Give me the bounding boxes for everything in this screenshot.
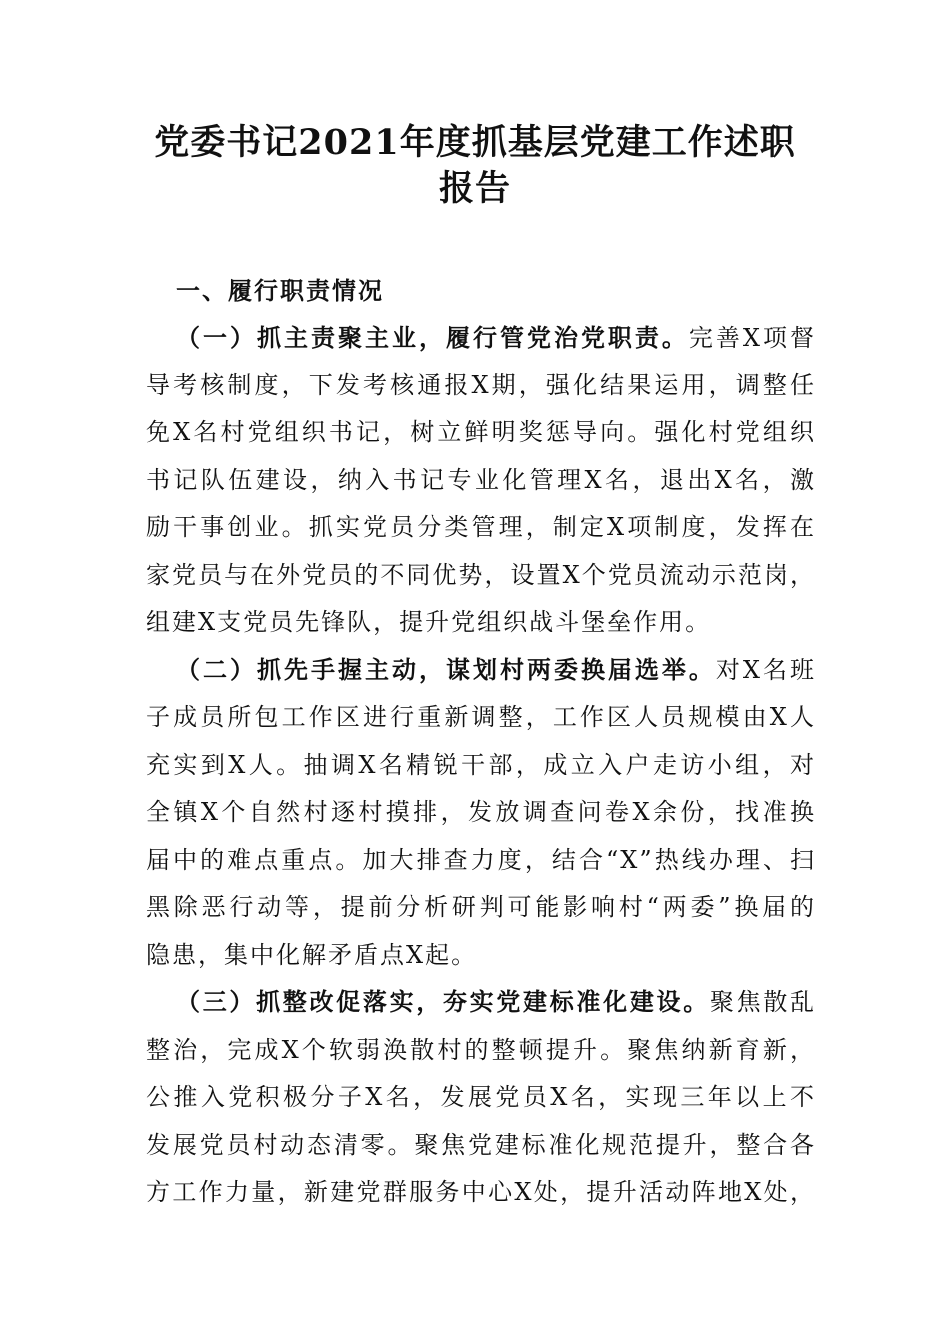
paragraph3-line4: 发展党员村动态清零。聚焦党建标准化规范提升，整合各: [146, 1131, 816, 1159]
paragraph1-lead: （一）抓主责聚主业，履行管党治党职责。: [176, 323, 689, 352]
paragraph1-line2: 导考核制度，下发考核通报X期，强化结果运用，调整任: [146, 371, 816, 399]
paragraph3-line1-rest: 聚焦散乱: [709, 988, 817, 1016]
paragraph3-line5: 方工作力量，新建党群服务中心X处，提升活动阵地X处，: [146, 1178, 816, 1206]
paragraph3-line2: 整治，完成X个软弱涣散村的整顿提升。聚焦纳新育新，: [146, 1036, 816, 1064]
paragraph2-line2: 子成员所包工作区进行重新调整，工作区人员规模由X人: [146, 703, 816, 731]
paragraph1-line4: 书记队伍建设，纳入书记专业化管理X名，退出X名，激: [146, 466, 816, 494]
document-title-line2: 报告: [438, 168, 511, 209]
paragraph2-line7: 隐患，集中化解矛盾点X起。: [146, 941, 478, 969]
paragraph1-line6: 家党员与在外党员的不同优势，设置X个党员流动示范岗，: [146, 561, 816, 589]
document-title-line1: 党委书记2021年度抓基层党建工作述职: [154, 122, 796, 163]
paragraph1-line5: 励干事创业。抓实党员分类管理，制定X项制度，发挥在: [146, 513, 816, 541]
paragraph2-lead: （二）抓先手握主动，谋划村两委换届选举。: [176, 655, 716, 684]
paragraph2-line1: [176, 655, 816, 685]
paragraph2-line4: 全镇X个自然村逐村摸排，发放调查问卷X余份，找准换: [146, 798, 816, 826]
paragraph2-line1-rest: 对X名班: [715, 656, 816, 684]
paragraph1-line1: [176, 323, 816, 353]
paragraph2-line6: 黑除恶行动等，提前分析研判可能影响村“两委”换届的: [146, 893, 816, 921]
paragraph2-line5: 届中的难点重点。加大排查力度，结合“X”热线办理、扫: [146, 846, 816, 874]
paragraph2-line3: 充实到X人。抽调X名精锐干部，成立入户走访小组，对: [146, 751, 816, 779]
paragraph1-line7: 组建X支党员先锋队，提升党组织战斗堡垒作用。: [146, 608, 712, 636]
paragraph3-line1: [176, 987, 816, 1017]
paragraph3-line3: 公推入党积极分子X名，发展党员X名，实现三年以上不: [146, 1083, 816, 1111]
paragraph1-line3: 免X名村党组织书记，树立鲜明奖惩导向。强化村党组织: [146, 418, 816, 446]
paragraph1-line1-rest: 完善X项督: [688, 324, 816, 352]
section-heading: 一、履行职责情况: [176, 276, 384, 305]
paragraph3-lead: （三）抓整改促落实，夯实党建标准化建设。: [176, 987, 710, 1016]
